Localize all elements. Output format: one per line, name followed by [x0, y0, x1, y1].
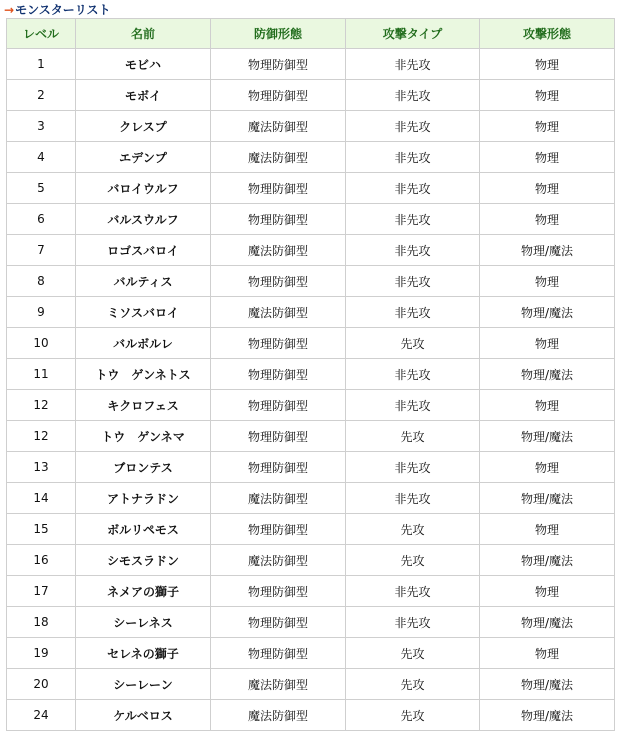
name-cell: トウ ゲンネトス	[76, 359, 211, 390]
defense-cell: 物理防御型	[211, 390, 346, 421]
defense-cell: 物理防御型	[211, 80, 346, 111]
defense-cell: 魔法防御型	[211, 111, 346, 142]
name-cell: ブロンテス	[76, 452, 211, 483]
attack-type-cell: 先攻	[346, 669, 480, 700]
name-cell: シーレネス	[76, 607, 211, 638]
name-cell: バルスウルフ	[76, 204, 211, 235]
attack-form-cell: 物理	[480, 204, 615, 235]
name-cell: バルティス	[76, 266, 211, 297]
defense-cell: 物理防御型	[211, 514, 346, 545]
table-row	[7, 514, 615, 545]
level-cell: 12	[7, 390, 76, 421]
table-row	[7, 700, 615, 731]
attack-form-cell: 物理/魔法	[480, 297, 615, 328]
attack-form-cell: 物理/魔法	[480, 700, 615, 731]
defense-cell: 物理防御型	[211, 173, 346, 204]
name-cell: シーレーン	[76, 669, 211, 700]
attack-form-cell: 物理	[480, 49, 615, 80]
attack-form-cell: 物理	[480, 638, 615, 669]
column-header-name: 名前	[76, 19, 211, 49]
column-header-defense: 防御形態	[211, 19, 346, 49]
table-row	[7, 204, 615, 235]
level-cell: 6	[7, 204, 76, 235]
attack-form-cell: 物理/魔法	[480, 359, 615, 390]
table-row	[7, 545, 615, 576]
table-row	[7, 576, 615, 607]
table-row	[7, 638, 615, 669]
table-row	[7, 49, 615, 80]
defense-cell: 物理防御型	[211, 49, 346, 80]
defense-cell: 物理防御型	[211, 266, 346, 297]
level-cell: 3	[7, 111, 76, 142]
attack-type-cell: 非先攻	[346, 266, 480, 297]
table-row	[7, 80, 615, 111]
name-cell: セレネの獅子	[76, 638, 211, 669]
defense-cell: 魔法防御型	[211, 235, 346, 266]
attack-form-cell: 物理	[480, 514, 615, 545]
attack-type-cell: 先攻	[346, 638, 480, 669]
attack-form-cell: 物理	[480, 452, 615, 483]
header-row	[7, 19, 615, 49]
attack-form-cell: 物理	[480, 142, 615, 173]
column-header-level: レベル	[7, 19, 76, 49]
table-row	[7, 111, 615, 142]
table-row	[7, 452, 615, 483]
attack-type-cell: 先攻	[346, 421, 480, 452]
attack-type-cell: 非先攻	[346, 390, 480, 421]
attack-type-cell: 非先攻	[346, 142, 480, 173]
defense-cell: 物理防御型	[211, 421, 346, 452]
attack-type-cell: 非先攻	[346, 204, 480, 235]
defense-cell: 物理防御型	[211, 638, 346, 669]
defense-cell: 物理防御型	[211, 452, 346, 483]
attack-form-cell: 物理	[480, 111, 615, 142]
attack-type-cell: 非先攻	[346, 173, 480, 204]
name-cell: クレスプ	[76, 111, 211, 142]
defense-cell: 物理防御型	[211, 607, 346, 638]
name-cell: エデンプ	[76, 142, 211, 173]
defense-cell: 魔法防御型	[211, 297, 346, 328]
attack-type-cell: 非先攻	[346, 359, 480, 390]
level-cell: 11	[7, 359, 76, 390]
list-title: モンスターリスト	[15, 3, 111, 17]
level-cell: 13	[7, 452, 76, 483]
level-cell: 14	[7, 483, 76, 514]
defense-cell: 物理防御型	[211, 359, 346, 390]
table-row	[7, 607, 615, 638]
level-cell: 9	[7, 297, 76, 328]
table-row	[7, 669, 615, 700]
attack-type-cell: 非先攻	[346, 452, 480, 483]
defense-cell: 魔法防御型	[211, 545, 346, 576]
attack-form-cell: 物理	[480, 173, 615, 204]
column-header-attack-form: 攻撃形態	[480, 19, 615, 49]
attack-type-cell: 非先攻	[346, 576, 480, 607]
table-row	[7, 421, 615, 452]
attack-form-cell: 物理/魔法	[480, 545, 615, 576]
table-row	[7, 328, 615, 359]
name-cell: ロゴスバロイ	[76, 235, 211, 266]
defense-cell: 物理防御型	[211, 328, 346, 359]
level-cell: 19	[7, 638, 76, 669]
name-cell: ネメアの獅子	[76, 576, 211, 607]
table-row	[7, 266, 615, 297]
list-heading	[4, 2, 110, 18]
attack-type-cell: 非先攻	[346, 80, 480, 111]
level-cell: 10	[7, 328, 76, 359]
attack-form-cell: 物理	[480, 390, 615, 421]
name-cell: ボルリペモス	[76, 514, 211, 545]
defense-cell: 魔法防御型	[211, 142, 346, 173]
defense-cell: 魔法防御型	[211, 669, 346, 700]
level-cell: 20	[7, 669, 76, 700]
attack-form-cell: 物理/魔法	[480, 235, 615, 266]
name-cell: トウ ゲンネマ	[76, 421, 211, 452]
level-cell: 15	[7, 514, 76, 545]
level-cell: 17	[7, 576, 76, 607]
level-cell: 4	[7, 142, 76, 173]
attack-type-cell: 先攻	[346, 328, 480, 359]
name-cell: シモスラドン	[76, 545, 211, 576]
table-row	[7, 390, 615, 421]
attack-form-cell: 物理/魔法	[480, 421, 615, 452]
level-cell: 8	[7, 266, 76, 297]
defense-cell: 物理防御型	[211, 576, 346, 607]
attack-type-cell: 非先攻	[346, 297, 480, 328]
name-cell: ミソスバロイ	[76, 297, 211, 328]
attack-type-cell: 先攻	[346, 545, 480, 576]
defense-cell: 魔法防御型	[211, 483, 346, 514]
attack-type-cell: 非先攻	[346, 607, 480, 638]
level-cell: 16	[7, 545, 76, 576]
attack-form-cell: 物理/魔法	[480, 669, 615, 700]
name-cell: バロイウルフ	[76, 173, 211, 204]
name-cell: モビハ	[76, 49, 211, 80]
attack-type-cell: 非先攻	[346, 49, 480, 80]
table-row	[7, 359, 615, 390]
name-cell: モボイ	[76, 80, 211, 111]
attack-form-cell: 物理/魔法	[480, 483, 615, 514]
attack-type-cell: 非先攻	[346, 235, 480, 266]
name-cell: バルボルレ	[76, 328, 211, 359]
level-cell: 24	[7, 700, 76, 731]
column-header-attack-type: 攻撃タイプ	[346, 19, 480, 49]
attack-type-cell: 先攻	[346, 700, 480, 731]
table-row	[7, 297, 615, 328]
attack-form-cell: 物理	[480, 80, 615, 111]
table-row	[7, 173, 615, 204]
name-cell: ケルベロス	[76, 700, 211, 731]
defense-cell: 魔法防御型	[211, 700, 346, 731]
name-cell: アトナラドン	[76, 483, 211, 514]
attack-type-cell: 先攻	[346, 514, 480, 545]
name-cell: キクロフェス	[76, 390, 211, 421]
level-cell: 2	[7, 80, 76, 111]
level-cell: 7	[7, 235, 76, 266]
defense-cell: 物理防御型	[211, 204, 346, 235]
attack-form-cell: 物理/魔法	[480, 607, 615, 638]
table-row	[7, 235, 615, 266]
attack-form-cell: 物理	[480, 266, 615, 297]
table-row	[7, 483, 615, 514]
arrow-icon: →	[4, 3, 15, 17]
level-cell: 12	[7, 421, 76, 452]
attack-type-cell: 非先攻	[346, 483, 480, 514]
attack-type-cell: 非先攻	[346, 111, 480, 142]
table-body	[7, 49, 615, 731]
level-cell: 1	[7, 49, 76, 80]
monster-table	[6, 18, 615, 731]
level-cell: 18	[7, 607, 76, 638]
attack-form-cell: 物理	[480, 576, 615, 607]
attack-form-cell: 物理	[480, 328, 615, 359]
level-cell: 5	[7, 173, 76, 204]
table-row	[7, 142, 615, 173]
